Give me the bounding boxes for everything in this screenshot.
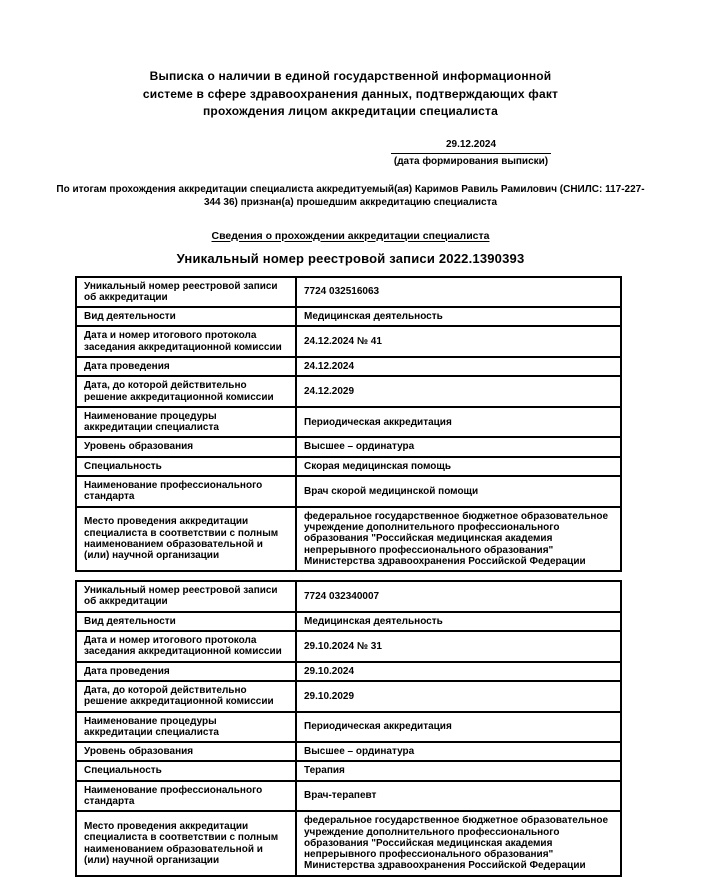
table-row bbox=[76, 681, 621, 712]
row-label: Наименование процедуры аккредитации специалиста bbox=[76, 712, 296, 743]
row-value: 29.10.2024 bbox=[296, 662, 621, 681]
row-label: Дата и номер итогового протокола заседания аккредитационной комиссии bbox=[76, 326, 296, 357]
table-row bbox=[76, 457, 621, 476]
row-label: Уникальный номер реестровой записи об аккредитации bbox=[76, 277, 296, 308]
document-title-line-1: Выписка о наличии в единой государственной информационной bbox=[149, 69, 552, 83]
row-label: Дата, до которой действительно решение аккредитационной комиссии bbox=[76, 681, 296, 712]
table-row bbox=[76, 811, 621, 875]
document-title bbox=[0, 0, 701, 121]
table-row bbox=[76, 277, 621, 308]
table-row bbox=[76, 357, 621, 376]
table-row bbox=[76, 742, 621, 761]
formation-date-block bbox=[382, 139, 560, 168]
row-label: Дата проведения bbox=[76, 357, 296, 376]
table-row bbox=[76, 476, 621, 507]
summary-line-1: По итогам прохождения аккредитации специалиста аккредитуемый(ая) Каримов Равиль Рамилович (СНИЛС: 117-227- bbox=[56, 183, 645, 195]
row-label: Вид деятельности bbox=[76, 612, 296, 631]
row-label: Дата проведения bbox=[76, 662, 296, 681]
row-label: Место проведения аккредитации специалиста в соответствии с полным наименованием образовательной и (или) научной организации bbox=[76, 507, 296, 571]
document-title-line-2: системе в сфере здравоохранения данных, подтверждающих факт bbox=[142, 86, 559, 101]
row-label: Дата и номер итогового протокола заседания аккредитационной комиссии bbox=[76, 631, 296, 662]
row-value: 29.10.2024 № 31 bbox=[296, 631, 621, 662]
row-label: Специальность bbox=[76, 457, 296, 476]
registry-record-heading: Уникальный номер реестровой записи 2022.1390393 bbox=[176, 250, 525, 266]
table-row bbox=[76, 407, 621, 438]
accreditation-table-2 bbox=[75, 580, 622, 877]
formation-date: 29.12.2024 bbox=[391, 139, 551, 154]
summary-line-2: 344 36) признан(а) прошедшим аккредитацию специалиста bbox=[203, 197, 498, 208]
row-value: Периодическая аккредитация bbox=[296, 712, 621, 743]
row-label: Наименование профессионального стандарта bbox=[76, 781, 296, 812]
table-row bbox=[76, 581, 621, 612]
row-label: Наименование профессионального стандарта bbox=[76, 476, 296, 507]
row-label: Уникальный номер реестровой записи об аккредитации bbox=[76, 581, 296, 612]
table-row bbox=[76, 631, 621, 662]
row-value: 29.10.2029 bbox=[296, 681, 621, 712]
row-value: Медицинская деятельность bbox=[296, 307, 621, 326]
table-row bbox=[76, 326, 621, 357]
row-value: Врач-терапевт bbox=[296, 781, 621, 812]
row-label: Уровень образования bbox=[76, 742, 296, 761]
table-row bbox=[76, 307, 621, 326]
row-value: Высшее – ординатура bbox=[296, 742, 621, 761]
table-row bbox=[76, 437, 621, 456]
row-label: Специальность bbox=[76, 761, 296, 780]
row-value: федеральное государственное бюджетное образовательное учреждение дополнительного профессионального образования "Российская медицинская академия непрерывного профессионального образования" Министерства здравоохранения Российской Федерации bbox=[296, 507, 621, 571]
table-row bbox=[76, 712, 621, 743]
section-heading: Сведения о прохождении аккредитации специалиста bbox=[211, 229, 490, 242]
row-value: Медицинская деятельность bbox=[296, 612, 621, 631]
table-row bbox=[76, 662, 621, 681]
document-title-line-3: прохождения лицом аккредитации специалиста bbox=[202, 104, 499, 118]
table-row bbox=[76, 612, 621, 631]
row-label: Дата, до которой действительно решение аккредитационной комиссии bbox=[76, 376, 296, 407]
row-label: Уровень образования bbox=[76, 437, 296, 456]
formation-date-caption: (дата формирования выписки) bbox=[393, 155, 549, 167]
row-value: Скорая медицинская помощь bbox=[296, 457, 621, 476]
table-row bbox=[76, 507, 621, 571]
row-value: 24.12.2024 № 41 bbox=[296, 326, 621, 357]
row-label: Место проведения аккредитации специалиста в соответствии с полным наименованием образовательной и (или) научной организации bbox=[76, 811, 296, 875]
table-row bbox=[76, 761, 621, 780]
row-value: Высшее – ординатура bbox=[296, 437, 621, 456]
row-value: федеральное государственное бюджетное образовательное учреждение дополнительного профессионального образования "Российская медицинская академия непрерывного профессионального образования" Министерства здравоохранения Российской Федерации bbox=[296, 811, 621, 875]
row-value: Врач скорой медицинской помощи bbox=[296, 476, 621, 507]
row-value: Терапия bbox=[296, 761, 621, 780]
row-value: 7724 032516063 bbox=[296, 277, 621, 308]
accreditation-table-1 bbox=[75, 276, 622, 573]
table-row bbox=[76, 376, 621, 407]
row-value: 24.12.2029 bbox=[296, 376, 621, 407]
row-value: 24.12.2024 bbox=[296, 357, 621, 376]
row-label: Наименование процедуры аккредитации специалиста bbox=[76, 407, 296, 438]
row-value: 7724 032340007 bbox=[296, 581, 621, 612]
row-label: Вид деятельности bbox=[76, 307, 296, 326]
accreditation-summary-paragraph bbox=[0, 183, 701, 210]
row-value: Периодическая аккредитация bbox=[296, 407, 621, 438]
table-row bbox=[76, 781, 621, 812]
